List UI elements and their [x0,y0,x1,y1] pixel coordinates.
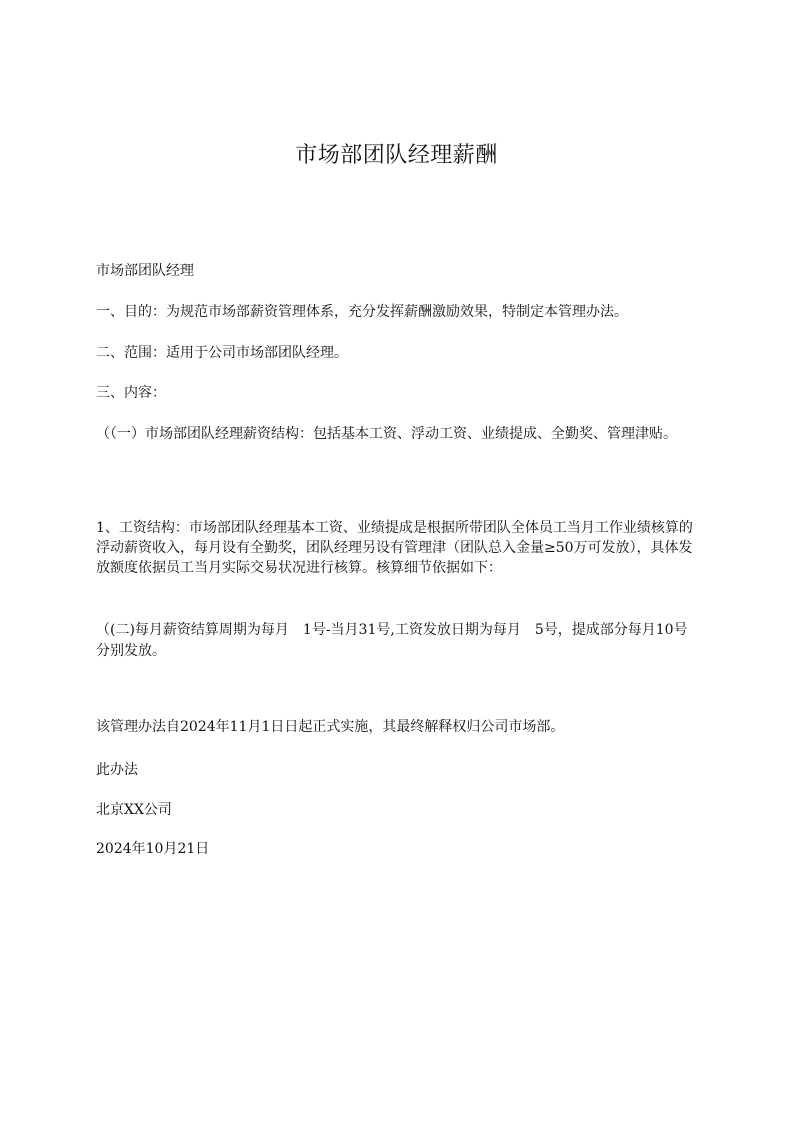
effective-date-paragraph: 该管理办法自2024年11月1日日起正式实施，其最终解释权归公司市场部。 [96,719,565,735]
document-title: 市场部团队经理薪酬 [295,143,498,168]
scope-paragraph: 二、范围：适用于公司市场部团队经理。 [96,345,348,361]
settlement-cycle-paragraph: （(二)每月薪资结算周期为每月 1号-当月31号,工资发放日期为每月 5号，提成部分每月10号分别发放。 [96,622,688,659]
closing-line: 此办法 [96,762,138,778]
wage-structure-paragraph: 1、工资结构：市场部团队经理基本工资、业绩提成是根据所带团队全体员工当月工作业绩核算的浮动薪资收入，每月设有全勤奖，团队经理另设有管理津（团队总入金量≥50万可发放），具体发放额度依据员工当月实际交易状况进行核算。核算细节依据如下： [96,520,693,576]
document-date: 2024年10月21日 [96,841,210,857]
company-name: 北京XX公司 [96,802,172,818]
purpose-paragraph: 一、目的：为规范市场部薪资管理体系，充分发挥薪酬激励效果，特制定本管理办法。 [96,304,628,320]
salary-structure-paragraph: （（一）市场部团队经理薪资结构：包括基本工资、浮动工资、业绩提成、全勤奖、管理津贴。 [96,426,677,442]
content-heading: 三、内容： [96,385,166,401]
subject-line: 市场部团队经理 [96,263,194,279]
